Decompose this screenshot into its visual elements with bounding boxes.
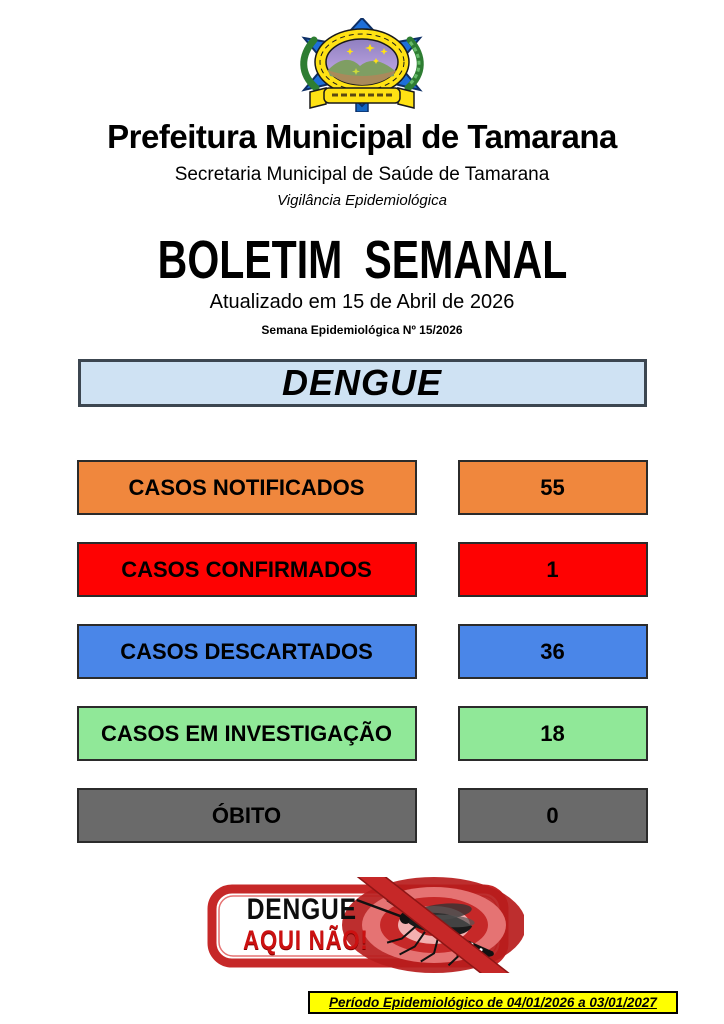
stat-value: 55 <box>540 474 565 500</box>
stamp-line2: AQUI NÃO! <box>243 925 369 955</box>
stat-value: 0 <box>546 802 559 828</box>
stat-label-box <box>77 706 417 761</box>
header-department: Vigilância Epidemiológica <box>277 192 447 209</box>
stat-label: CASOS NOTIFICADOS <box>128 474 365 500</box>
coat-of-arms-icon <box>286 18 438 112</box>
stat-row-notificados <box>77 460 648 515</box>
stamp-line1: DENGUE <box>246 893 357 926</box>
stat-value-box <box>458 542 648 597</box>
logo-container <box>0 0 724 112</box>
stat-value: 36 <box>540 638 565 664</box>
stat-label: CASOS DESCARTADOS <box>120 638 373 664</box>
bulletin-title <box>0 230 724 290</box>
stat-label-box <box>77 624 417 679</box>
stats-table <box>77 407 648 843</box>
stat-value-box <box>458 460 648 515</box>
stat-value: 1 <box>546 556 559 582</box>
stat-row-obito <box>77 788 648 843</box>
disease-banner <box>78 359 647 407</box>
epidemiological-week: Semana Epidemiológica Nº 15/2026 <box>261 323 463 337</box>
stat-label: CASOS CONFIRMADOS <box>121 556 372 582</box>
period-text: Período Epidemiológico de 04/01/2026 a 03/01/2027 <box>329 995 657 1010</box>
stat-label: CASOS EM INVESTIGAÇÃO <box>101 720 392 746</box>
updated-date: Atualizado em 15 de Abril de 2026 <box>209 291 515 313</box>
period-bar <box>308 991 678 1014</box>
stat-value-box <box>458 624 648 679</box>
stat-label: ÓBITO <box>211 802 282 828</box>
dengue-stamp <box>204 877 524 973</box>
stat-value-box <box>458 788 648 843</box>
stat-row-descartados <box>77 624 648 679</box>
stat-label-box <box>77 542 417 597</box>
stat-row-investigacao <box>77 706 648 761</box>
stat-row-confirmados <box>77 542 648 597</box>
bulletin-title-text: BOLETIM SEMANAL <box>157 230 567 290</box>
stat-label-box <box>77 460 417 515</box>
stat-value-box <box>458 706 648 761</box>
page-title: Prefeitura Municipal de Tamarana <box>107 118 617 155</box>
stat-label-box <box>77 788 417 843</box>
header-subtitle: Secretaria Municipal de Saúde de Tamarana <box>174 164 550 185</box>
stat-value: 18 <box>540 720 565 746</box>
disease-banner-label: DENGUE <box>281 362 443 403</box>
